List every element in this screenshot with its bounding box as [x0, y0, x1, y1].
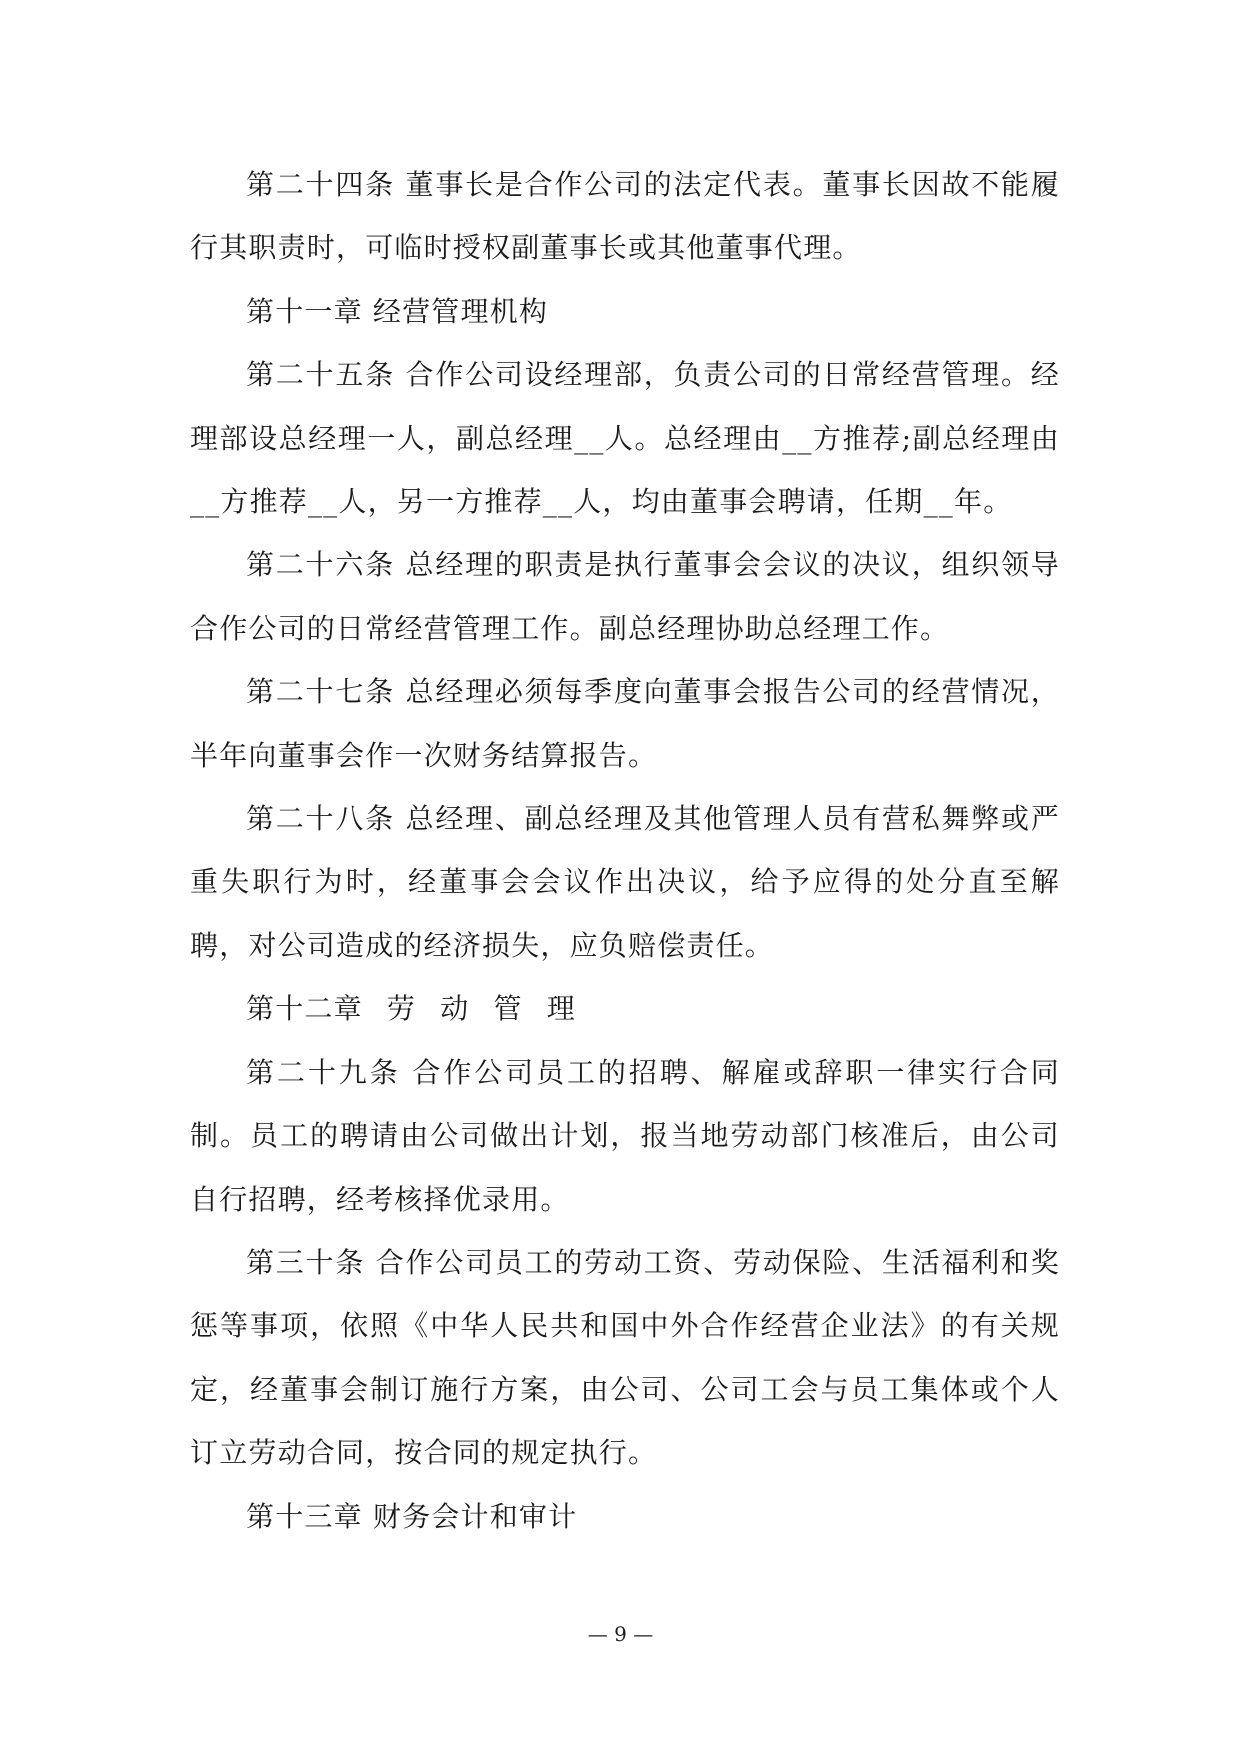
chapter-11-heading: 第十一章 经营管理机构	[246, 294, 549, 328]
chapter-12-heading: 第十二章 劳 动 管 理	[246, 992, 577, 1026]
page-number: — 9 —	[587, 1622, 654, 1646]
article-28: 第二十八条 总经理、副总经理及其他管理人员有营私舞弊或严重失职行为时，经董事会会议作出决议，给予应得的处分直至解聘，对公司造成的经济损失，应负赔偿责任。	[190, 802, 1060, 962]
chapter-13-heading: 第十三章 财务会计和审计	[246, 1499, 578, 1533]
article-24: 第二十四条 董事长是合作公司的法定代表。董事长因故不能履行其职责时，可临时授权副董事长或其他董事代理。	[190, 168, 1060, 265]
article-26: 第二十六条 总经理的职责是执行董事会会议的决议，组织领导合作公司的日常经营管理工作。副总经理协助总经理工作。	[190, 548, 1060, 645]
article-25: 第二十五条 合作公司设经理部，负责公司的日常经营管理。经理部设总经理一人，副总经理__人。总经理由__方推荐;副总经理由__方推荐__人，另一方推荐__人，均由董事会聘请，任期__年。	[190, 358, 1060, 519]
article-29: 第二十九条 合作公司员工的招聘、解雇或辞职一律实行合同制。员工的聘请由公司做出计划，报当地劳动部门核准后，由公司自行招聘，经考核择优录用。	[190, 1055, 1060, 1216]
document-body	[190, 153, 1060, 1548]
article-30: 第三十条 合作公司员工的劳动工资、劳动保险、生活福利和奖惩等事项，依照《中华人民共和国中外合作经营企业法》的有关规定，经董事会制订施行方案，由公司、公司工会与员工集体或个人订立劳动合同，按合同的规定执行。	[190, 1245, 1060, 1470]
article-27: 第二十七条 总经理必须每季度向董事会报告公司的经营情况，半年向董事会作一次财务结算报告。	[190, 675, 1060, 772]
